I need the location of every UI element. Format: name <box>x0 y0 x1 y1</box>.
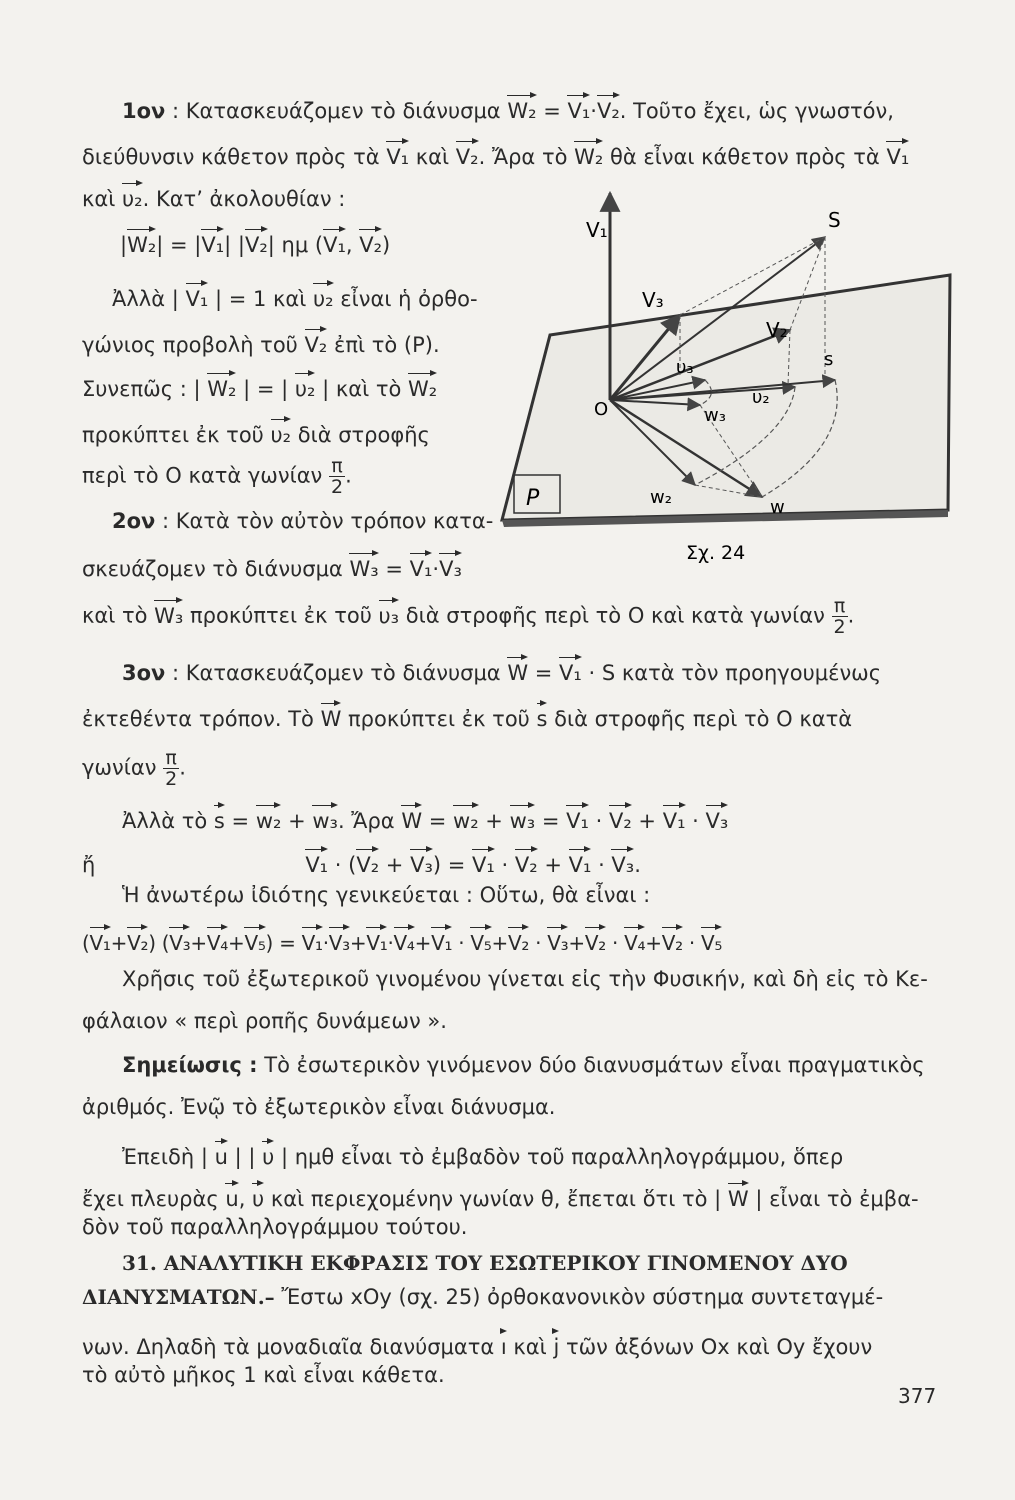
text: | | <box>224 233 245 257</box>
text: , <box>345 233 360 257</box>
text: + <box>349 931 367 955</box>
figure-caption: Σχ. 24 <box>686 542 746 564</box>
vector-u2: υ₂ <box>313 280 334 312</box>
text-line-7 <box>82 370 502 402</box>
vector-v2: V₂ <box>515 846 538 878</box>
text: . <box>345 463 352 488</box>
text: . <box>634 853 641 877</box>
text: = <box>378 557 410 581</box>
text: · <box>432 557 440 581</box>
text: · <box>682 931 702 955</box>
text: ἐπὶ τὸ (P). <box>327 333 440 357</box>
vector-u2: υ₂ <box>295 370 316 402</box>
text-line-22 <box>122 1052 982 1078</box>
text: | ημθ εἶναι τὸ ἐμβαδὸν τοῦ παραλληλογράμμου, ὅπερ <box>274 1145 844 1169</box>
text: ἀριθμός. Ἐνῷ τὸ ἐξωτερικὸν εἶναι διάνυσμα. <box>82 1095 556 1119</box>
vector-s: s <box>214 802 225 834</box>
text: | = | <box>156 233 202 257</box>
text: καὶ <box>506 1335 554 1359</box>
text: Ἔστω xOy (σχ. 25) ὀρθοκανονικὸν σύστημα συντεταγμέ- <box>274 1285 884 1309</box>
text-line-13 <box>122 654 982 686</box>
vector-w2: W₂ <box>574 138 603 170</box>
text: τῶν ἀξόνων Ox καὶ Oy ἔχουν <box>559 1335 873 1359</box>
vector-v1: V₁ <box>559 654 582 686</box>
vector-v4: V₄ <box>207 924 228 956</box>
plane-label: P <box>526 486 540 511</box>
text: | εἶναι τὸ ἐμβα- <box>748 1187 919 1211</box>
text: Χρῆσις τοῦ ἐξωτερικοῦ γινομένου γίνεται εἰς τὴν Φυσικήν, καὶ δὴ εἰς τὸ Κε- <box>122 967 928 991</box>
text: καὶ <box>409 145 456 169</box>
text: . Ἄρα τὸ <box>478 145 575 169</box>
vector-v1: V₁ <box>567 92 590 124</box>
text: κατὰ τὸν προηγουμένως <box>615 661 882 685</box>
vector-v4: V₄ <box>624 924 645 956</box>
label-w3: w₃ <box>704 405 726 426</box>
vector-w2: W₂ <box>127 226 156 258</box>
denominator: 2 <box>165 768 178 790</box>
text: τὸ αὐτὸ μῆκος 1 καὶ εἶναι κάθετα. <box>82 1363 445 1387</box>
vector-v1: V₁ <box>386 138 409 170</box>
label-w: w <box>770 497 785 518</box>
text: = <box>224 809 256 833</box>
text: · <box>590 99 597 123</box>
text-line-14 <box>82 700 942 732</box>
figure-24 <box>490 175 960 595</box>
text: · ( <box>328 853 357 877</box>
vector-v3: V₃ <box>410 846 433 878</box>
label-v1: V₁ <box>586 218 608 242</box>
text: διὰ στροφῆς <box>291 423 430 447</box>
section-heading <box>122 1250 982 1276</box>
vector-v2: V₂ <box>508 924 529 956</box>
text-line-21 <box>82 1008 942 1034</box>
text: = <box>422 809 454 833</box>
text: εἶναι ἡ ὀρθο- <box>333 287 478 311</box>
text: γωνίαν <box>82 755 164 780</box>
label-S: S <box>828 208 841 232</box>
text: ) = <box>265 931 302 955</box>
text: ) <box>382 233 391 257</box>
vector-v1: V₁ <box>201 226 224 258</box>
text: | | <box>227 1145 263 1169</box>
vector-w2: w₂ <box>453 802 479 834</box>
text: καὶ περιεχομένην γωνίαν θ, ἔπεται ὅτι τὸ | <box>264 1187 728 1211</box>
vector-v1: V₁ <box>410 550 433 582</box>
vector-v5: V₅ <box>470 924 491 956</box>
text-line-3 <box>82 180 502 212</box>
vector-v2: V₂ <box>456 138 479 170</box>
text: . Τοῦτο ἔχει, ὡς γνωστόν, <box>619 99 894 123</box>
text: + <box>414 931 432 955</box>
text-line-4 <box>120 226 540 258</box>
text-line-23 <box>82 1094 942 1120</box>
vector-v2: V₂ <box>585 924 606 956</box>
text: προκύπτει ἐκ τοῦ <box>341 707 537 731</box>
text: · <box>591 853 612 877</box>
text-line-5 <box>112 280 532 312</box>
text: · <box>529 931 548 955</box>
vector-v1: V₁ <box>302 924 323 956</box>
text-line-24 <box>122 1138 982 1170</box>
label-u3: υ₃ <box>676 357 694 378</box>
text-line-6 <box>82 326 502 358</box>
text: + <box>478 809 510 833</box>
text: | καὶ τὸ <box>315 377 409 401</box>
vector-s: s <box>537 700 548 732</box>
text: . Κατ’ ἀκολουθίαν : <box>142 187 346 211</box>
text: ἔχει πλευρὰς <box>82 1187 226 1211</box>
text: προκύπτει ἐκ τοῦ <box>183 603 379 628</box>
text: γώνιος προβολὴ τοῦ <box>82 333 305 357</box>
text: + <box>645 931 662 955</box>
vector-v2: V₂ <box>127 924 148 956</box>
section-heading-cont: ΔΙΑΝΥΣΜΑΤΩΝ.– <box>82 1285 275 1309</box>
text: · <box>322 931 329 955</box>
vector-i: ı <box>501 1328 507 1360</box>
text: + <box>281 809 313 833</box>
text-line-1 <box>82 92 942 124</box>
text-line-18 <box>122 882 982 908</box>
text-line-29 <box>82 1328 942 1360</box>
text: σκευάζομεν τὸ διάνυσμα <box>82 557 350 581</box>
text: + <box>491 931 508 955</box>
text: ἤ <box>82 853 96 877</box>
vector-w3: w₃ <box>510 802 536 834</box>
text: | ημ ( <box>267 233 324 257</box>
text-line-17 <box>82 846 942 878</box>
vector-w3: W₃ <box>349 550 378 582</box>
text: | <box>120 233 128 257</box>
text: + <box>568 931 585 955</box>
vector-v1: V₁ <box>186 280 209 312</box>
text: θὰ εἶναι κάθετον πρὸς τὰ <box>603 145 887 169</box>
text: φάλαιον « περὶ ροπῆς δυνάμεων ». <box>82 1009 447 1033</box>
vector-v3: V₃ <box>547 924 568 956</box>
vector-v5: V₅ <box>701 924 722 956</box>
vector-w3: W₃ <box>154 597 183 629</box>
vector-w2: W₂ <box>507 92 536 124</box>
text: = <box>528 661 560 685</box>
step-label-3: 3ον <box>122 661 166 685</box>
vector-j: j <box>553 1328 559 1360</box>
text: , <box>238 1187 253 1211</box>
vector-v1: V₁ <box>323 226 346 258</box>
vector-u2: υ₂ <box>122 180 143 212</box>
text: Ἡ ἀνωτέρω ἰδιότης γενικεύεται : Οὕτω, θὰ εἶναι : <box>122 883 651 907</box>
text: + <box>227 931 245 955</box>
text-line-30 <box>82 1362 942 1388</box>
text: + <box>379 853 411 877</box>
vector-w2: W₂ <box>408 370 437 402</box>
vector-s: S <box>601 661 616 685</box>
vector-v2: V₂ <box>609 802 632 834</box>
text: · <box>494 853 515 877</box>
label-u2: υ₂ <box>752 387 770 408</box>
vector-v1: V₁ <box>566 802 589 834</box>
step-label-2: 2ον <box>112 509 156 533</box>
text-line-25 <box>82 1180 942 1212</box>
text: περὶ τὸ Ο κατὰ γωνίαν <box>82 463 329 488</box>
note-label: Σημείωσις : <box>122 1053 258 1077</box>
text: . <box>179 755 186 780</box>
text-line-20 <box>122 966 982 992</box>
text: = <box>536 99 568 123</box>
text: Τὸ ἐσωτερικὸν γινόμενον δύο διανυσμάτων εἶναι πραγματικὸς <box>257 1053 925 1077</box>
vector-v3: V₃ <box>169 924 190 956</box>
text: Ἀλλὰ τὸ <box>122 809 214 833</box>
vector-v5: V₅ <box>244 924 265 956</box>
text: προκύπτει ἐκ τοῦ <box>82 423 271 447</box>
numerator: π <box>163 748 179 769</box>
text: · <box>452 931 471 955</box>
vector-w: W <box>401 802 422 834</box>
text: ) = <box>432 853 473 877</box>
text: + <box>537 853 569 877</box>
fraction-pi-over-2 <box>163 748 179 789</box>
label-v3: V₃ <box>642 288 664 312</box>
fraction-pi-over-2 <box>832 596 848 637</box>
text-line-28 <box>82 1284 942 1310</box>
label-v2: V₂ <box>766 318 788 342</box>
vector-v2: V₂ <box>662 924 683 956</box>
vector-u2: υ₂ <box>271 416 292 448</box>
text-line-9 <box>82 456 502 497</box>
text-line-15 <box>82 748 942 789</box>
fraction-pi-over-2 <box>329 456 345 497</box>
text: | = 1 καὶ <box>208 287 314 311</box>
vector-v2: V₂ <box>245 226 268 258</box>
vector-u: u <box>215 1138 228 1170</box>
text: ἐκτεθέντα τρόπον. Τὸ <box>82 707 321 731</box>
text: ) ( <box>148 931 170 955</box>
numerator: π <box>329 456 345 477</box>
text-line-2 <box>82 138 942 170</box>
vector-v: υ <box>262 1138 274 1170</box>
text-line-26 <box>82 1214 942 1240</box>
vector-w: W <box>728 1180 749 1212</box>
page-number: 377 <box>898 1384 937 1408</box>
label-w2: w₂ <box>650 487 672 508</box>
vector-v3: V₃ <box>706 802 729 834</box>
vector-u: u <box>225 1180 238 1212</box>
text: · <box>588 809 609 833</box>
formula-line-19 <box>82 924 942 956</box>
text: + <box>110 931 128 955</box>
vector-v2: V₂ <box>359 226 382 258</box>
vector-v2: V₂ <box>356 846 379 878</box>
vector-v3: V₃ <box>439 550 462 582</box>
label-origin: O <box>594 399 609 420</box>
text: + <box>631 809 663 833</box>
vector-v1: V₁ <box>472 846 495 878</box>
text: : Κατασκευάζομεν τὸ διάνυσμα <box>165 661 508 685</box>
vector-v1: V₁ <box>305 846 328 878</box>
text: δὸν τοῦ παραλληλογράμμου τούτου. <box>82 1215 468 1239</box>
text: ( <box>82 931 90 955</box>
text-line-8 <box>82 416 502 448</box>
text: : Κατὰ τὸν αὐτὸν τρόπον κατα- <box>155 509 494 533</box>
text: · <box>685 809 706 833</box>
vector-w: W <box>321 700 342 732</box>
label-s: s <box>824 349 834 370</box>
text: + <box>190 931 207 955</box>
vector-v1: V₁ <box>569 846 592 878</box>
text: διὰ στροφῆς περὶ τὸ Ο καὶ κατὰ γωνίαν <box>399 603 832 628</box>
text: Ἀλλὰ | <box>112 287 186 311</box>
vector-v3: V₃ <box>611 846 634 878</box>
vector-w3: w₃ <box>312 802 338 834</box>
vector-w: W <box>507 654 528 686</box>
text: Συνεπῶς : | <box>82 377 208 401</box>
text: διὰ στροφῆς περὶ τὸ Ο κατὰ <box>547 707 853 731</box>
vector-v3: V₃ <box>329 924 350 956</box>
text: · <box>387 931 394 955</box>
text: 31. ΑΝΑΛΥΤΙΚΗ ΕΚΦΡΑΣΙΣ ΤΟΥ ΕΣΩΤΕΡΙΚΟΥ ΓΙΝΟΜΕΝΟΥ ΔΥΟ <box>122 1251 848 1275</box>
text: : Κατασκευάζομεν τὸ διάνυσμα <box>165 99 508 123</box>
vector-v1: V₁ <box>90 924 111 956</box>
denominator: 2 <box>833 616 846 638</box>
text: διεύθυνσιν κάθετον πρὸς τὰ <box>82 145 387 169</box>
text: . <box>847 603 855 628</box>
vector-w2: w₂ <box>256 802 282 834</box>
vector-v4: V₄ <box>394 924 415 956</box>
text: · <box>581 661 602 685</box>
text-line-10 <box>112 508 532 534</box>
vector-v1: V₁ <box>431 924 452 956</box>
vector-v2: V₂ <box>597 92 620 124</box>
text-line-11 <box>82 550 502 582</box>
numerator: π <box>832 596 848 617</box>
step-label-1: 1ον <box>122 99 166 123</box>
denominator: 2 <box>330 476 344 498</box>
vector-v: υ <box>252 1180 264 1212</box>
text: νων. Δηλαδὴ τὰ μοναδιαῖα διανύσματα <box>82 1335 501 1359</box>
text: καὶ <box>82 187 123 211</box>
vector-v1: V₁ <box>366 924 387 956</box>
text: . Ἄρα <box>337 809 402 833</box>
text: · <box>605 931 625 955</box>
text-line-12 <box>82 596 942 637</box>
vector-w2: W₂ <box>207 370 236 402</box>
vector-v1: V₁ <box>886 138 909 170</box>
text-line-16 <box>122 802 982 834</box>
vector-v2: V₂ <box>305 326 328 358</box>
text: Ἐπειδὴ | <box>122 1145 215 1169</box>
text: = <box>535 809 567 833</box>
vector-v1: V₁ <box>663 802 686 834</box>
text: καὶ τὸ <box>82 603 155 628</box>
text: | = | <box>236 377 295 401</box>
vector-u3: υ₃ <box>379 597 400 629</box>
